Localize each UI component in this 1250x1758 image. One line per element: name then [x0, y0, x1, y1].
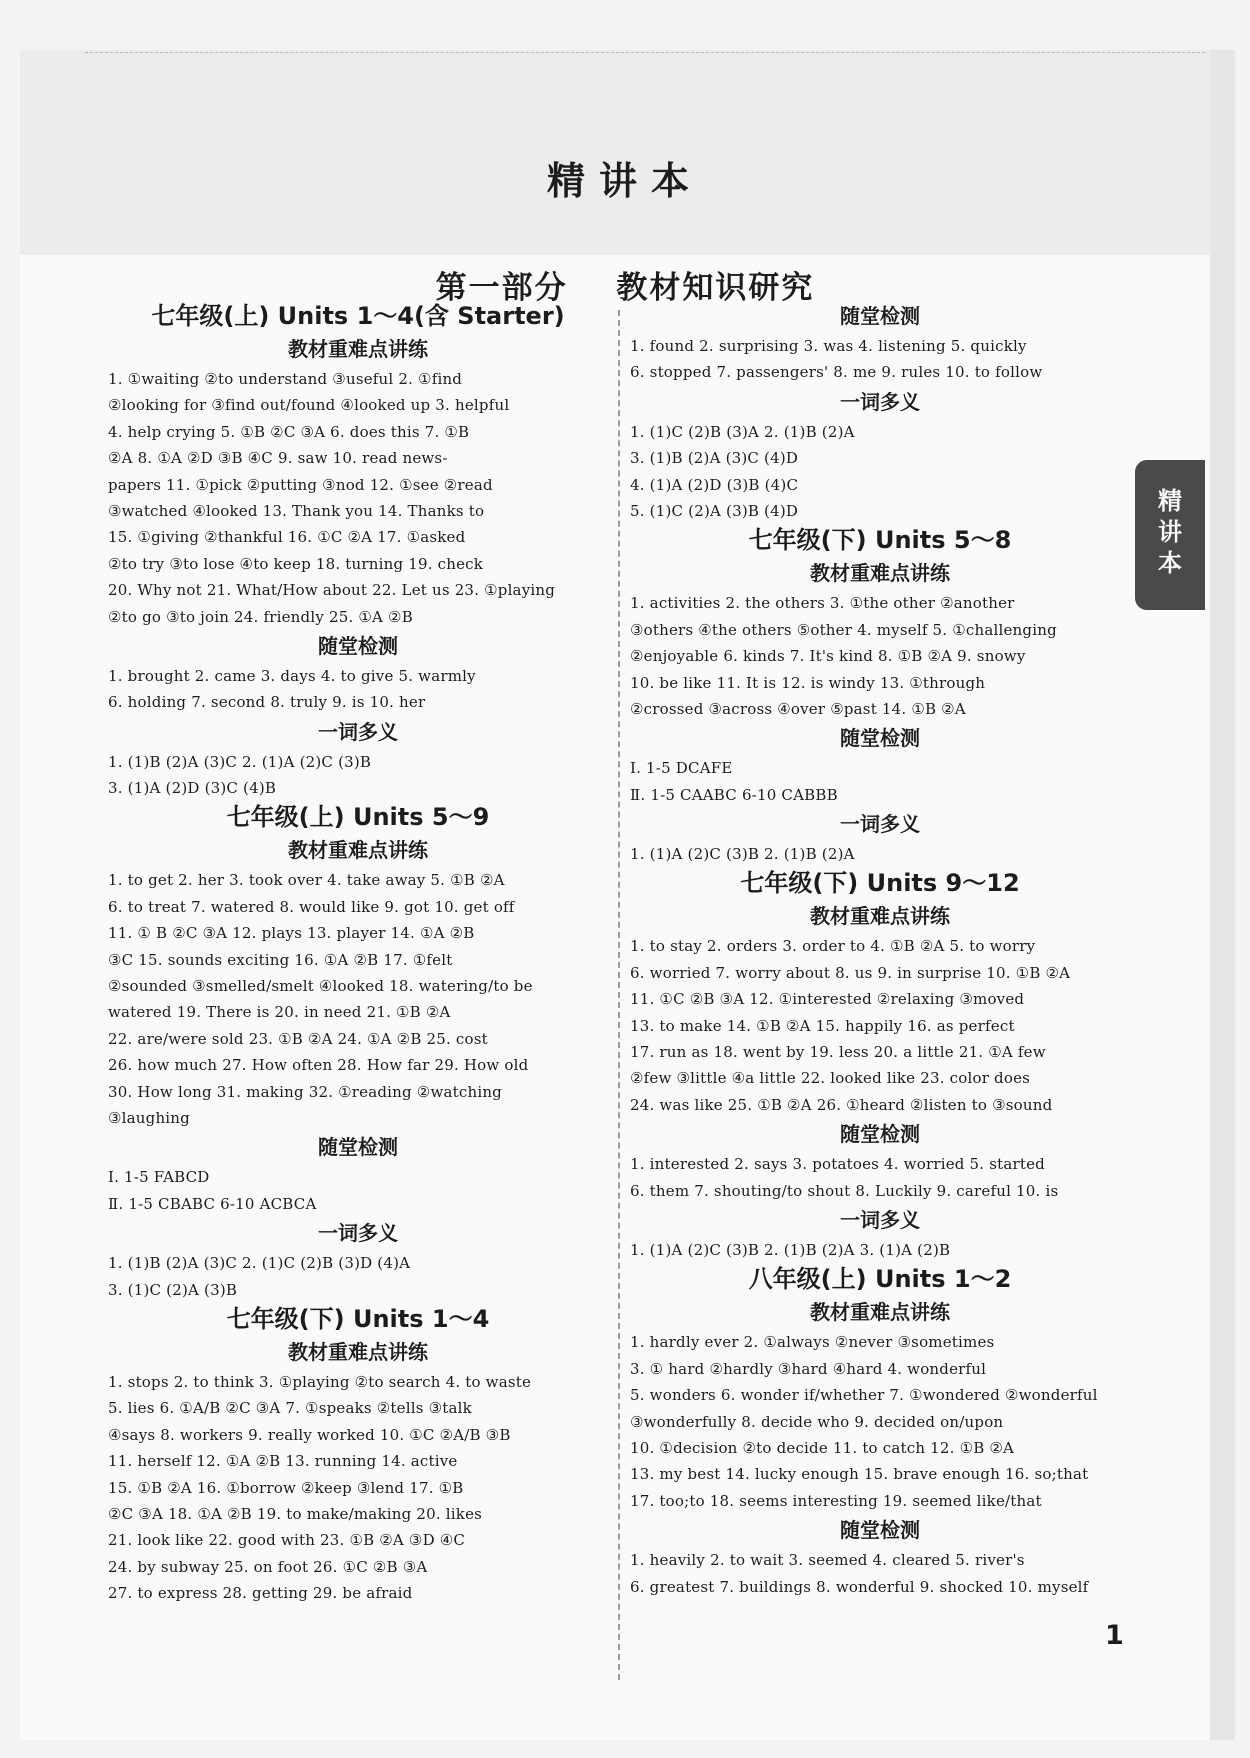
answer-line: papers 11. ①pick ②putting ③nod 12. ①see ②read — [108, 475, 493, 494]
answer-line: 4. help crying 5. ①B ②C ③A 6. does this 7. ①B — [108, 422, 470, 441]
answer-line: 11. ①C ②B ③A 12. ①interested ②relaxing ③moved — [630, 990, 1025, 1009]
answer-line: 6. greatest 7. buildings 8. wonderful 9. shocked 10. myself — [630, 1577, 1089, 1596]
section-heading: 随堂检测 — [840, 304, 920, 328]
page-title: 精讲本 — [546, 159, 703, 203]
answer-line: 30. How long 31. making 32. ①reading ②watching — [108, 1082, 502, 1101]
answer-line: ③laughing — [108, 1108, 190, 1127]
answer-line: 27. to express 28. getting 29. be afraid — [108, 1584, 413, 1603]
answer-line: 26. how much 27. How often 28. How far 29. How old — [108, 1056, 529, 1075]
section-heading: 教材重难点讲练 — [288, 838, 428, 863]
answer-line: ③others ④the others ⑤other 4. myself 5. ①challenging — [630, 620, 1057, 639]
answer-line: ②sounded ③smelled/smelt ④looked 18. watering/to be — [108, 977, 533, 996]
section-heading: 随堂检测 — [840, 1122, 920, 1147]
answer-line: 1. to stay 2. orders 3. order to 4. ①B ②A 5. to worry — [630, 937, 1036, 956]
answer-line: 1. found 2. surprising 3. was 4. listening 5. quickly — [630, 337, 1027, 355]
answer-line: Ⅱ. 1-5 CAABC 6-10 CABBB — [630, 785, 838, 804]
answer-line: 5. lies 6. ①A/B ②C ③A 7. ①speaks ②tells ③talk — [108, 1399, 472, 1418]
section-heading: 一词多义 — [318, 1221, 398, 1246]
answer-line: 1. ①waiting ②to understand ③useful 2. ①find — [108, 370, 463, 388]
answer-line: 21. look like 22. good with 23. ①B ②A ③D ④C — [108, 1531, 466, 1550]
section-heading: 教材重难点讲练 — [810, 904, 950, 929]
section-heading: 随堂检测 — [840, 1518, 920, 1543]
answer-line: 22. are/were sold 23. ①B ②A 24. ①A ②B 25. cost — [108, 1029, 488, 1048]
answer-line: 3. (1)C (2)A (3)B — [108, 1280, 238, 1299]
answer-line: 1. activities 2. the others 3. ①the other ②another — [630, 594, 1015, 613]
answer-line: 1. to get 2. her 3. took over 4. take away 5. ①B ②A — [108, 871, 505, 890]
answer-line: 11. ① B ②C ③A 12. plays 13. player 14. ①A ②B — [108, 924, 475, 943]
answer-line: watered 19. There is 20. in need 21. ①B ②A — [108, 1003, 451, 1022]
answer-line: 1. stops 2. to think 3. ①playing ②to search 4. to waste — [108, 1372, 532, 1391]
answer-line: 1. (1)B (2)A (3)C 2. (1)A (2)C (3)B — [108, 752, 372, 771]
unit-heading: 七年级(上) Units 1～4(含 Starter) — [151, 302, 565, 330]
answer-line: 24. was like 25. ①B ②A 26. ①heard ②listen to ③sound — [630, 1095, 1053, 1114]
section-heading: 教材重难点讲练 — [288, 337, 428, 361]
answer-line: 5. wonders 6. wonder if/whether 7. ①wondered ②wonderful — [630, 1386, 1098, 1405]
section-heading: 教材重难点讲练 — [810, 561, 950, 586]
answer-line: 5. (1)C (2)A (3)B (4)D — [630, 501, 799, 520]
left-column — [108, 300, 608, 1606]
top-rule — [85, 52, 1205, 53]
unit-heading: 七年级(下) Units 5～8 — [748, 526, 1012, 555]
section-heading: 一词多义 — [840, 389, 920, 414]
answer-line: 24. by subway 25. on foot 26. ①C ②B ③A — [108, 1557, 428, 1576]
answer-line: 1. (1)A (2)C (3)B 2. (1)B (2)A — [630, 845, 855, 864]
side-tab-char: 本 — [1158, 549, 1182, 577]
answer-line: 1. hardly ever 2. ①always ②never ③sometimes — [630, 1333, 995, 1352]
unit-heading: 七年级(上) Units 5～9 — [226, 803, 490, 832]
answer-line: ②enjoyable 6. kinds 7. It's kind 8. ①B ②A 9. snowy — [630, 647, 1026, 666]
section-heading: 随堂检测 — [840, 726, 920, 751]
answer-line: 6. worried 7. worry about 8. us 9. in surprise 10. ①B ②A — [630, 963, 1071, 982]
answer-line: ②few ③little ④a little 22. looked like 23. color does — [630, 1069, 1031, 1088]
answer-line: 20. Why not 21. What/How about 22. Let us 23. ①playing — [108, 581, 556, 600]
section-heading: 随堂检测 — [318, 633, 398, 658]
answer-line: 3. (1)A (2)D (3)C (4)B — [108, 779, 277, 798]
answer-line: 15. ①giving ②thankful 16. ①C ②A 17. ①asked — [108, 528, 466, 547]
answer-line: 17. run as 18. went by 19. less 20. a little 21. ①A few — [630, 1043, 1046, 1062]
answer-line: 6. stopped 7. passengers' 8. me 9. rules 10. to follow — [630, 363, 1043, 382]
answer-line: ②to go ③to join 24. friendly 25. ①A ②B — [108, 607, 413, 626]
answer-line: 13. my best 14. lucky enough 15. brave enough 16. so;that — [630, 1465, 1089, 1484]
answer-line: 1. brought 2. came 3. days 4. to give 5. warmly — [108, 666, 476, 685]
section-heading: 教材重难点讲练 — [810, 1300, 950, 1325]
answer-line: 1. (1)A (2)C (3)B 2. (1)B (2)A 3. (1)A (2)B — [630, 1240, 951, 1259]
answer-line: 10. ①decision ②to decide 11. to catch 12. ①B ②A — [630, 1438, 1015, 1457]
answer-line: 10. be like 11. It is 12. is windy 13. ①through — [630, 673, 986, 692]
answer-line: 6. them 7. shouting/to shout 8. Luckily 9. careful 10. is — [630, 1181, 1059, 1200]
answer-line: 13. to make 14. ①B ②A 15. happily 16. as perfect — [630, 1016, 1015, 1035]
answer-line: 1. interested 2. says 3. potatoes 4. worried 5. started — [630, 1155, 1045, 1174]
page-number: 1 — [1105, 1620, 1124, 1651]
answer-line: ④says 8. workers 9. really worked 10. ①C ②A/B ③B — [108, 1425, 511, 1444]
section-heading: 一词多义 — [840, 812, 920, 837]
answer-line: 11. herself 12. ①A ②B 13. running 14. active — [108, 1452, 458, 1471]
answer-line: ②looking for ③find out/found ④looked up 3. helpful — [108, 396, 510, 415]
section-heading: 教材重难点讲练 — [288, 1339, 428, 1364]
side-tab-char: 讲 — [1158, 518, 1182, 546]
unit-heading: 七年级(下) Units 9～12 — [740, 869, 1020, 898]
side-tab-char: 精 — [1158, 487, 1182, 515]
answer-line: ③wonderfully 8. decide who 9. decided on/upon — [630, 1412, 1004, 1431]
answer-line: 6. holding 7. second 8. truly 9. is 10. her — [108, 693, 426, 712]
answer-line: 1. heavily 2. to wait 3. seemed 4. cleared 5. river's — [630, 1551, 1025, 1570]
answer-line: 4. (1)A (2)D (3)B (4)C — [630, 475, 799, 494]
part-number: 第一部分 — [435, 270, 568, 306]
part-name: 教材知识研究 — [616, 270, 815, 306]
unit-heading: 八年级(上) Units 1～2 — [748, 1265, 1012, 1294]
right-column — [630, 300, 1130, 1600]
answer-line: ②to try ③to lose ④to keep 18. turning 19. check — [108, 554, 484, 573]
answer-line: Ⅱ. 1-5 CBABC 6-10 ACBCA — [108, 1194, 317, 1213]
answer-line: Ⅰ. 1-5 FABCD — [108, 1168, 210, 1187]
section-heading: 随堂检测 — [318, 1135, 398, 1160]
answer-line: ②crossed ③across ④over ⑤past 14. ①B ②A — [630, 699, 966, 718]
answer-line: ③watched ④looked 13. Thank you 14. Thanks to — [108, 501, 485, 520]
answer-line: 17. too;to 18. seems interesting 19. seemed like/that — [630, 1491, 1042, 1510]
section-heading: 一词多义 — [318, 719, 398, 744]
answer-line: ②C ③A 18. ①A ②B 19. to make/making 20. likes — [108, 1504, 483, 1523]
answer-line: 6. to treat 7. watered 8. would like 9. got 10. get off — [108, 897, 515, 916]
answer-line: Ⅰ. 1-5 DCAFE — [630, 759, 733, 778]
answer-line: 1. (1)B (2)A (3)C 2. (1)C (2)B (3)D (4)A — [108, 1254, 411, 1273]
column-divider — [618, 310, 620, 1680]
answer-line: 15. ①B ②A 16. ①borrow ②keep ③lend 17. ①B — [108, 1478, 464, 1497]
section-heading: 一词多义 — [840, 1207, 920, 1232]
answer-line: ②A 8. ①A ②D ③B ④C 9. saw 10. read news- — [108, 449, 448, 468]
side-tab — [1135, 460, 1205, 610]
unit-heading: 七年级(下) Units 1～4 — [226, 1304, 490, 1333]
answer-line: 3. ① hard ②hardly ③hard ④hard 4. wonderful — [630, 1359, 987, 1378]
answer-line: ③C 15. sounds exciting 16. ①A ②B 17. ①felt — [108, 950, 453, 969]
answer-line: 3. (1)B (2)A (3)C (4)D — [630, 449, 799, 468]
answer-line: 1. (1)C (2)B (3)A 2. (1)B (2)A — [630, 422, 855, 441]
